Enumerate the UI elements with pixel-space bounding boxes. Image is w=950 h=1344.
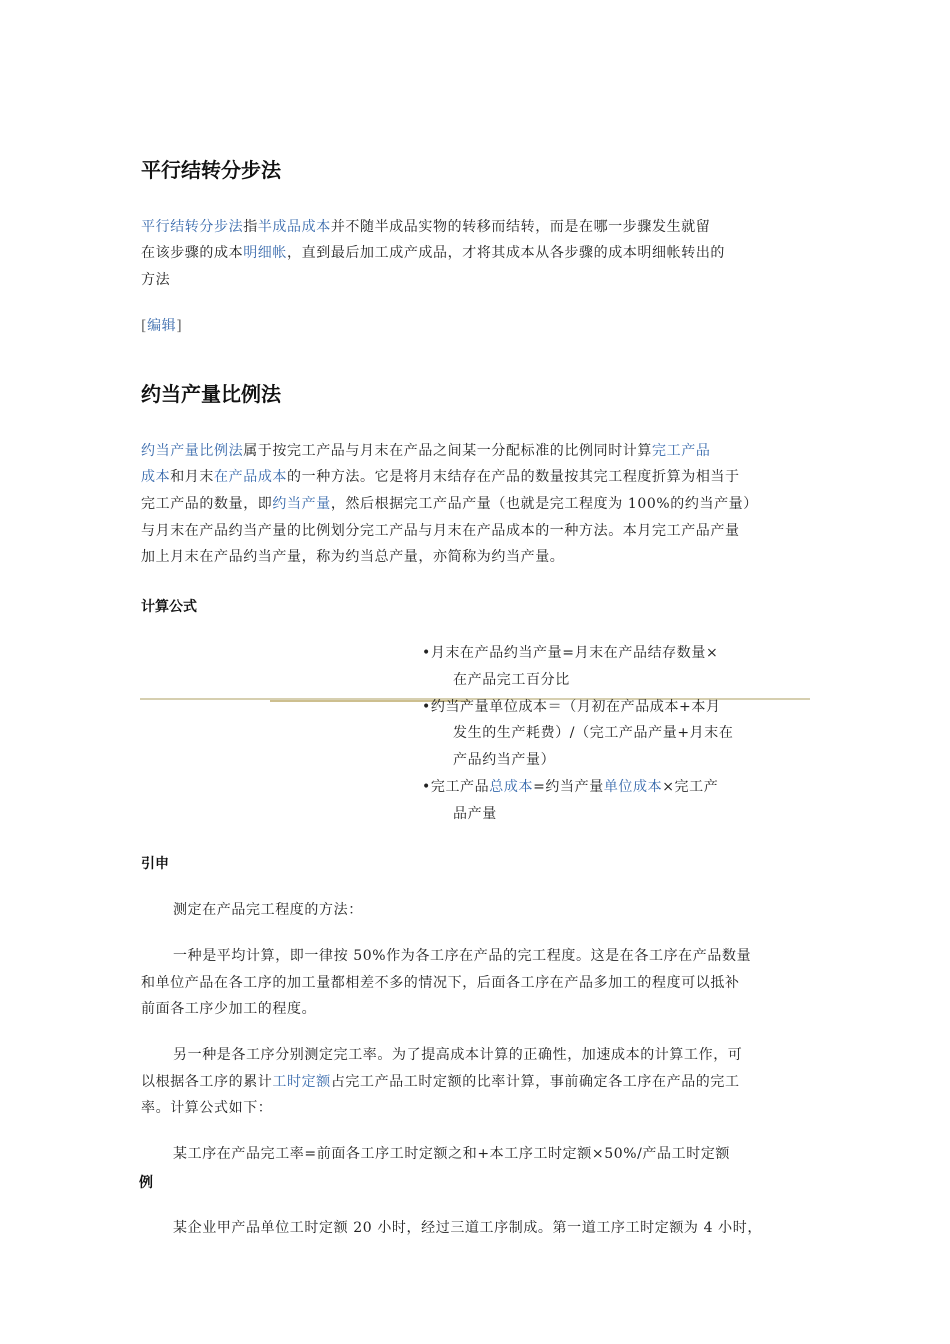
paragraph-line: 加上月末在产品约当产量，称为约当总产量，亦简称为约当产量。 [141,549,565,565]
link-cost[interactable]: 成本 [141,469,171,485]
paragraph-line: 约当产量比例法属于按完工产品与月末在产品之间某一分配标准的比例同时计算完工产品 [141,443,711,459]
link-equivalent-units-method[interactable]: 约当产量比例法 [141,443,244,459]
paragraph-line: 成本和月末在产品成本的一种方法。它是将月末结存在产品的数量按其完工程度折算为相当于 [141,469,740,485]
link-labor-hour-quota[interactable]: 工时定额 [272,1074,331,1090]
paragraph-line: 率。计算公式如下： [141,1100,273,1116]
heading-equivalent-units-method: 约当产量比例法 [141,382,281,406]
link-finished-product[interactable]: 完工产品 [652,443,711,459]
paragraph-line: 测定在产品完工程度的方法： [173,902,363,918]
paragraph-line: 一种是平均计算，即一律按 50%作为各工序在产品的完工程度。这是在各工序在产品数量 [173,948,752,964]
formula-item-cont: 发生的生产耗费）/（完工产品产量+月末在 [453,725,734,741]
link-total-cost[interactable]: 总成本 [489,779,534,795]
paragraph-line: 另一种是各工序分别测定完工率。为了提高成本计算的正确性，加速成本的计算工作，可 [173,1047,743,1063]
paragraph-line: 与月末在产品约当产量的比例划分完工产品与月末在产品成本的一种方法。本月完工产品产量 [141,523,740,539]
heading-parallel-method: 平行结转分步法 [141,158,281,182]
formula-item-cont: 在产品完工百分比 [453,672,570,688]
heading-extension: 引申 [141,856,169,872]
formula-item-cont: 产品约当产量） [453,752,556,768]
heading-example: 例 [139,1175,153,1191]
paragraph-line: 方法 [141,272,171,288]
link-unit-cost[interactable]: 单位成本 [603,779,663,795]
paragraph-line: 前面各工序少加工的程度。 [141,1001,317,1017]
heading-formulas: 计算公式 [141,599,197,615]
link-detail-account[interactable]: 明细帐 [243,245,288,261]
link-semi-product-cost[interactable]: 半成品成本 [257,219,331,235]
paragraph-line: 平行结转分步法指半成品成本并不随半成品实物的转移而结转，而是在哪一步骤发生就留 [141,219,711,235]
edit-link-wrapper: [编辑] [141,318,183,334]
formula-item: •约当产量单位成本＝（月初在产品成本+本月 [422,699,721,715]
edit-link[interactable]: 编辑 [147,318,177,334]
paragraph-line: 以根据各工序的累计工时定额占完工产品工时定额的比率计算，事前确定各工序在产品的完工 [141,1074,740,1090]
link-equivalent-units[interactable]: 约当产量 [272,496,331,512]
paragraph-line: 和单位产品在各工序的加工量都相差不多的情况下，后面各工序在产品多加工的程度可以抵补 [141,975,740,991]
formula-item: •月末在产品约当产量=月末在产品结存数量× [422,645,719,661]
paragraph-line: 完工产品的数量，即约当产量，然后根据完工产品产量（也就是完工程度为 100%的约当产量） [141,496,758,512]
formula-item: •完工产品总成本=约当产量单位成本×完工产 [422,779,719,795]
link-wip-cost[interactable]: 在产品成本 [214,469,288,485]
paragraph-line: 某工序在产品完工率=前面各工序工时定额之和+本工序工时定额×50%/产品工时定额 [173,1146,731,1162]
link-parallel-method[interactable]: 平行结转分步法 [141,219,244,235]
formula-item-cont: 品产量 [453,806,497,822]
paragraph-line: 在该步骤的成本明细帐，直到最后加工成产成品，才将其成本从各步骤的成本明细帐转出的 [141,245,726,261]
paragraph-line: 某企业甲产品单位工时定额 20 小时，经过三道工序制成。第一道工序工时定额为 4 小时， [173,1220,762,1236]
